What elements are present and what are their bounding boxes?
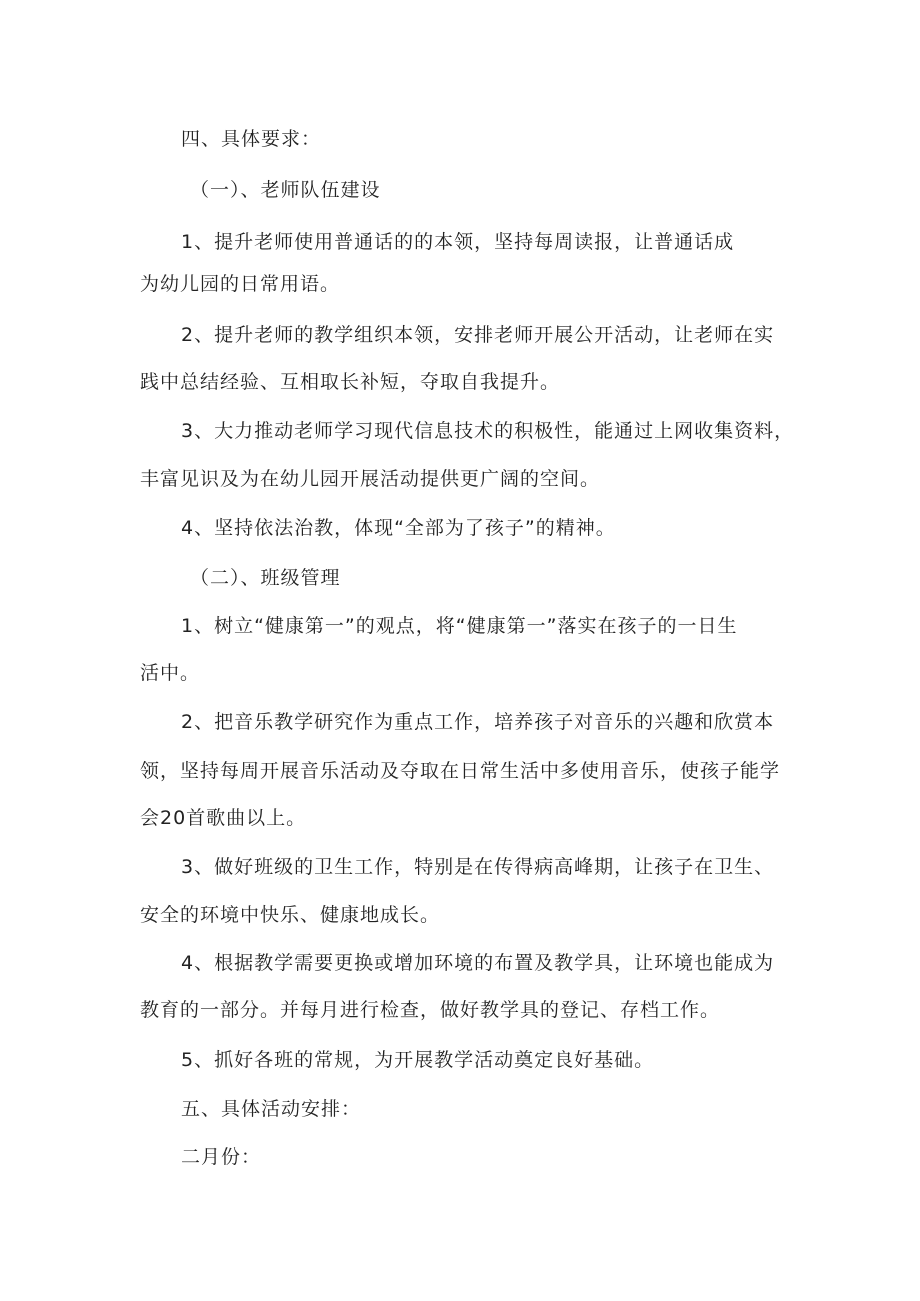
teacher-item-1-line-1: 1、提升老师使用普通话的的本领，坚持每周读报，让普通话成 xyxy=(181,231,735,253)
class-item-2-line-1: 2、把音乐教学研究作为重点工作，培养孩子对音乐的兴趣和欣赏本 xyxy=(181,711,775,733)
class-item-2-line-3: 会20首歌曲以上。 xyxy=(140,807,307,829)
teacher-item-3-line-1: 3、大力推动老师学习现代信息技术的积极性，能通过上网收集资料， xyxy=(181,420,795,442)
teacher-item-2-line-2: 践中总结经验、互相取长补短，夺取自我提升。 xyxy=(140,371,561,393)
class-item-5: 5、抓好各班的常规，为开展教学活动奠定良好基础。 xyxy=(181,1049,655,1071)
class-item-4-line-2: 教育的一部分。并每月进行检查，做好教学具的登记、存档工作。 xyxy=(140,999,721,1021)
heading-requirements: 四、具体要求： xyxy=(181,128,322,150)
class-item-2-line-2: 领，坚持每周开展音乐活动及夺取在日常生活中多使用音乐，使孩子能学 xyxy=(140,760,781,782)
month-label: 二月份： xyxy=(181,1146,262,1168)
teacher-item-2-line-1: 2、提升老师的教学组织本领，安排老师开展公开活动，让老师在实 xyxy=(181,324,775,346)
class-item-3-line-2: 安全的环境中快乐、健康地成长。 xyxy=(140,904,441,926)
teacher-item-1-line-2: 为幼儿园的日常用语。 xyxy=(140,273,341,295)
class-item-1-line-1: 1、树立“健康第一”的观点，将“健康第一”落实在孩子的一日生 xyxy=(181,615,738,637)
section-teacher-team-title: （一）、老师队伍建设 xyxy=(190,179,381,201)
teacher-item-3-line-2: 丰富见识及为在幼儿园开展活动提供更广阔的空间。 xyxy=(140,468,601,490)
class-item-4-line-1: 4、根据教学需要更换或增加环境的布置及教学具，让环境也能成为 xyxy=(181,952,775,974)
class-item-1-line-2: 活中。 xyxy=(140,662,201,684)
section-class-management-title: （二）、班级管理 xyxy=(190,567,341,589)
class-item-3-line-1: 3、做好班级的卫生工作，特别是在传得病高峰期，让孩子在卫生、 xyxy=(181,856,775,878)
heading-activity-schedule: 五、具体活动安排： xyxy=(181,1098,362,1120)
teacher-item-4: 4、坚持依法治教，体现“全部为了孩子”的精神。 xyxy=(181,517,616,539)
